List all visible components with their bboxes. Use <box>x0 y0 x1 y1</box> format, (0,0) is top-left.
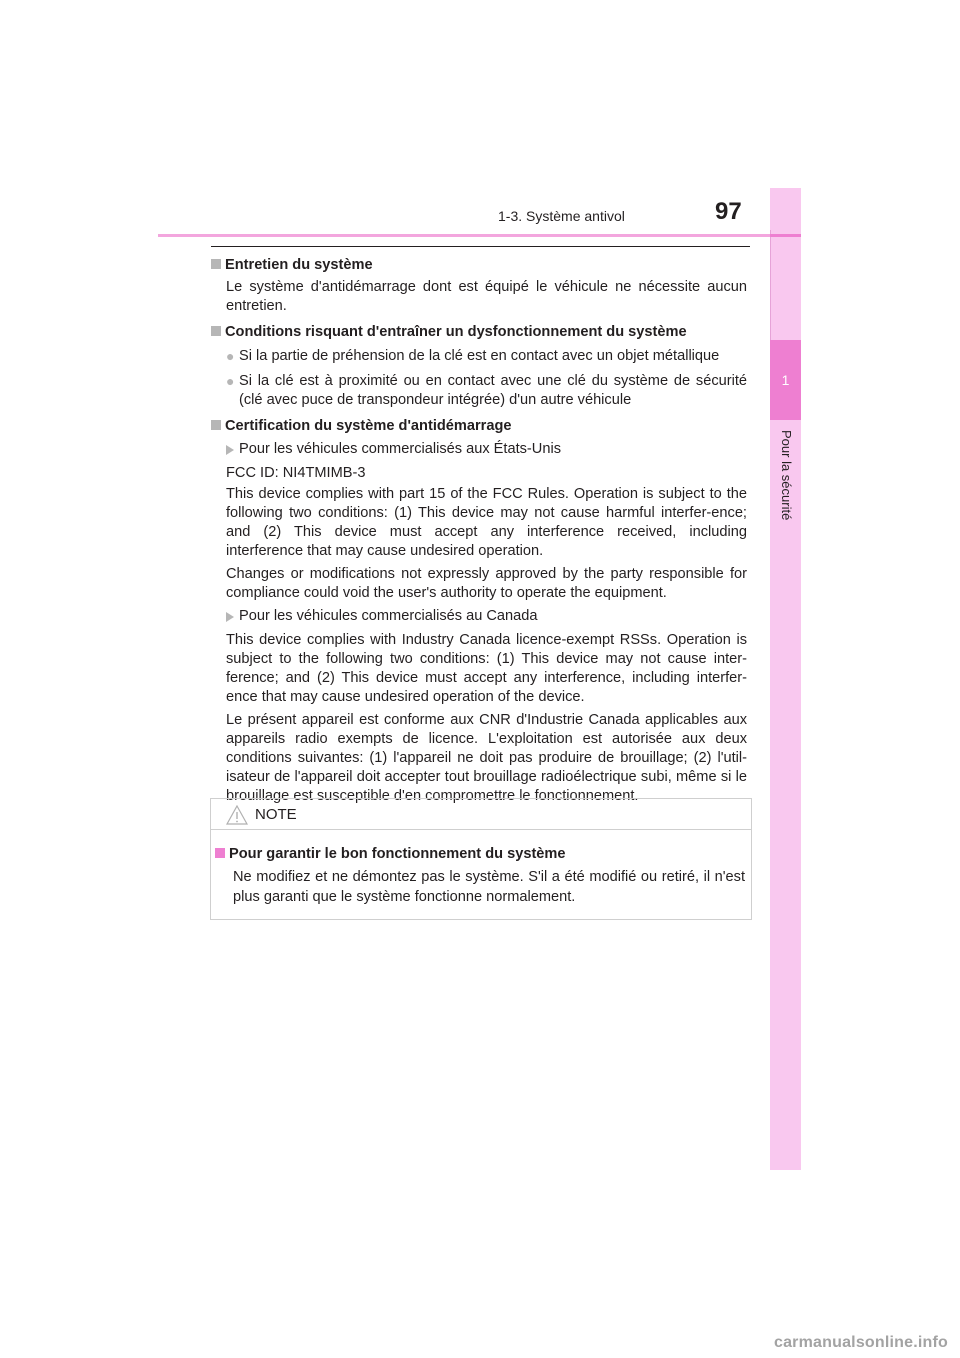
note-body <box>211 830 751 907</box>
header-rule <box>158 234 770 237</box>
chapter-number: 1 <box>781 372 790 388</box>
section-heading: Certification du système d'antidémarrage <box>211 417 747 437</box>
running-head: 1-3. Système antivol <box>498 208 625 224</box>
square-bullet-icon <box>211 259 221 269</box>
paragraph: Le système d'antidémarrage dont est équipé le véhicule ne nécessite aucun entretien. <box>226 278 747 314</box>
note-label: NOTE <box>255 806 297 823</box>
round-bullet-icon: ● <box>226 372 235 389</box>
square-bullet-icon <box>215 848 225 858</box>
subheading: Pour les véhicules commercialisés aux États-Unis <box>226 440 747 460</box>
section-heading: Conditions risquant d'entraîner un dysfonctionnement du système <box>211 323 747 343</box>
round-bullet-icon: ● <box>226 348 235 364</box>
arrow-bullet-icon <box>226 445 234 455</box>
note-heading: Pour garantir le bon fonctionnement du système <box>215 844 745 864</box>
note-text: Ne modifiez et ne démontez pas le système. S'il a été modifié ou retiré, il n'est plus garanti que le système fonctionne normalement. <box>233 869 745 905</box>
square-bullet-icon <box>211 326 221 336</box>
paragraph: Le présent appareil est conforme aux CNR d'Industrie Canada applicables aux appareils radio exempts de licence. L'exploitation est autorisée aux deux conditions suivantes: (1) l'appareil ne doit pas produire de brouillage; (2) l'util-isateur de l'appareil doit accepter tout brouillage radioélectrique subi, même si le brouillage est susceptible d'en compromettre le fonctionnement. <box>226 711 747 804</box>
subheading: Pour les véhicules commercialisés au Canada <box>226 607 747 627</box>
paragraph: This device complies with Industry Canada licence-exempt RSSs. Operation is subject to the following two conditions: (1) This device may not cause inter-ference; and (2) This device must accept any interference, including interfer-ence that may cause undesired operation of the device. <box>226 631 747 705</box>
main-content <box>211 256 747 806</box>
watermark: carmanualsonline.info <box>773 1334 948 1351</box>
side-divider <box>770 230 771 340</box>
square-bullet-icon <box>211 420 221 430</box>
content-top-rule <box>211 246 750 247</box>
list-item: ● Si la clé est à proximité ou en contact avec une clé du système de sécurité (clé avec puce de transpondeur intégrée) d'un autre véhicule <box>226 372 747 408</box>
side-strip <box>770 188 801 1170</box>
chapter-label: Pour la sécurité <box>779 430 794 521</box>
list-item: ● Si la partie de préhension de la clé est en contact avec un objet métallique <box>226 347 747 367</box>
paragraph: This device complies with part 15 of the FCC Rules. Operation is subject to the following two conditions: (1) This device may not cause harmful interfer-ence; and (2) This device must accept any interference received, including interference that may cause undesired operation. <box>226 486 747 559</box>
header-rule-accent <box>770 234 801 237</box>
warning-triangle-icon <box>226 805 248 825</box>
fcc-id: FCC ID: NI4TMIMB-3 <box>226 464 366 481</box>
note-box <box>210 798 752 920</box>
arrow-bullet-icon <box>226 612 234 622</box>
paragraph: Changes or modifications not expressly approved by the party responsible for compliance could void the user's authority to operate the equipment. <box>226 566 747 601</box>
page-number: 97 <box>715 198 742 225</box>
section-heading: Entretien du système <box>211 256 747 276</box>
note-header <box>211 799 751 830</box>
